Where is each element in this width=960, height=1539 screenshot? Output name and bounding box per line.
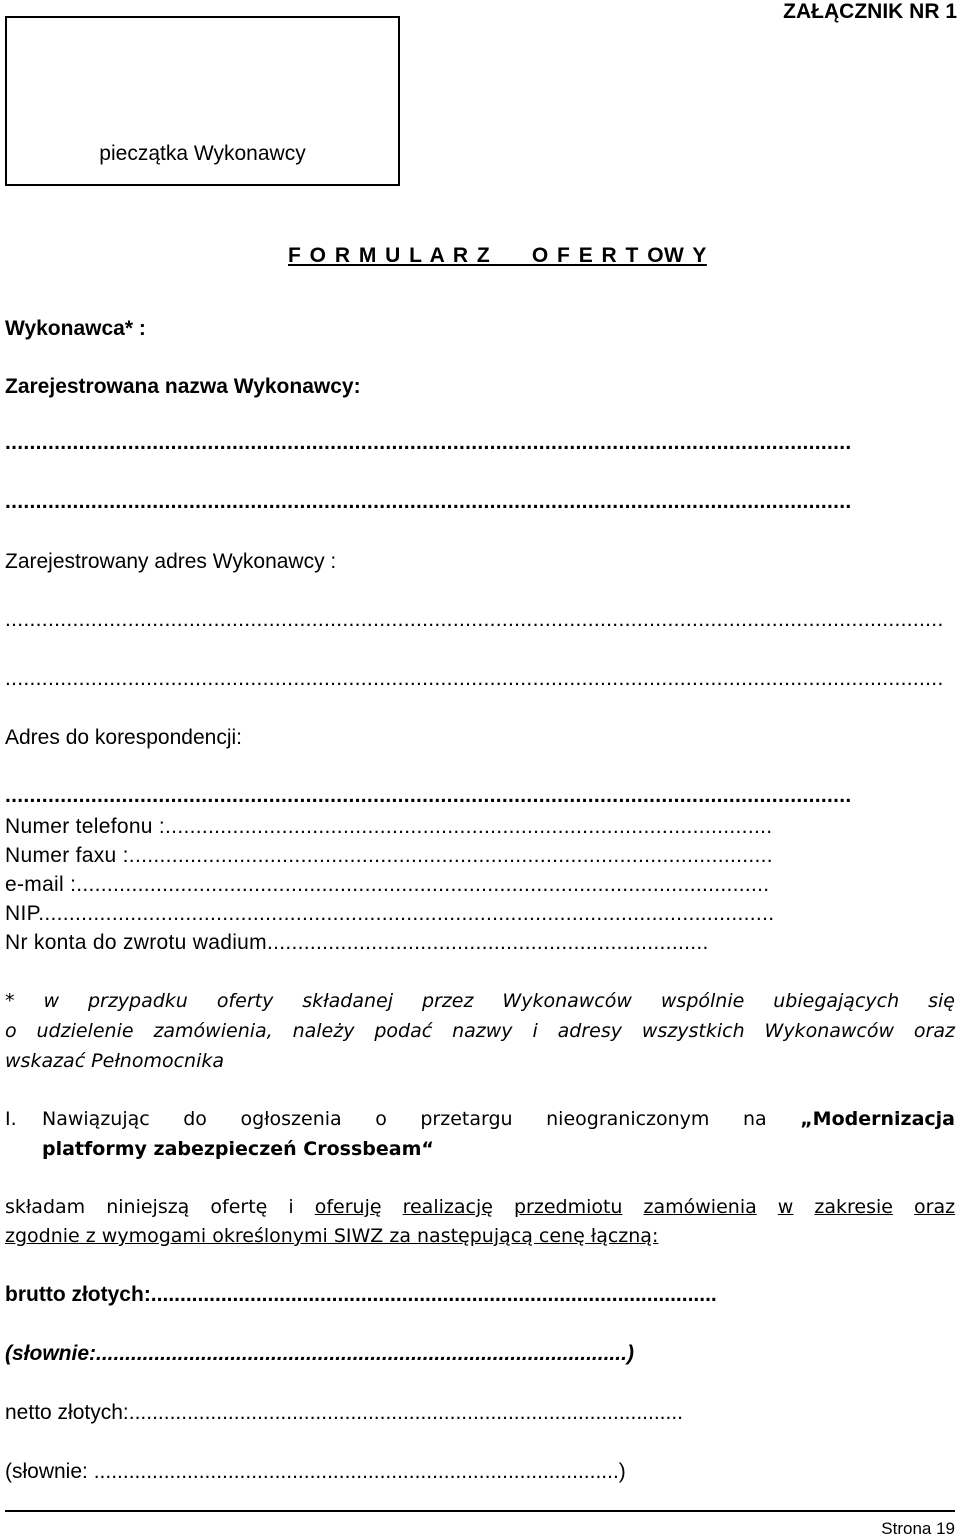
offer-line-2: zgodnie z wymogami określonymi SIWZ za następującą cenę łączną: — [5, 1225, 659, 1247]
section-line-1: Nawiązując do ogłoszenia o przetargu nieograniczonym na „Modernizacja — [42, 1108, 956, 1130]
footnote-line-2: o udzielenie zamówienia, należy podać nazwy i adresy wszystkich Wykonawców oraz — [5, 1020, 955, 1042]
correspondence-label: Adres do korespondencji: — [5, 726, 242, 749]
phone-field[interactable]: Numer telefonu :................................................................................................... — [5, 815, 773, 838]
registered-address-dots-2[interactable]: ......................................................................................................................................................... — [5, 667, 944, 690]
stamp-label: pieczątka Wykonawcy — [99, 142, 306, 165]
registered-name-dots-2[interactable]: .......................................................................................................................................... — [5, 490, 852, 513]
section-number: I. — [5, 1108, 17, 1130]
contractor-heading: Wykonawca* : — [5, 317, 146, 340]
footnote-line-3: wskazać Pełnomocnika — [5, 1050, 225, 1072]
bank-account-field[interactable]: Nr konta do zwrotu wadium........................................................................ — [5, 931, 709, 954]
registered-name-label: Zarejestrowana nazwa Wykonawcy: — [5, 375, 361, 398]
registered-name-dots-1[interactable]: .......................................................................................................................................... — [5, 431, 852, 454]
offer-line-1: składam niniejszą ofertę i oferuję realizację przedmiotu zamówienia w zakresie oraz — [5, 1196, 956, 1218]
nip-field[interactable]: NIP........................................................................................................................ — [5, 902, 775, 925]
net-price-words-field[interactable]: (słownie: ..........................................................................................) — [5, 1460, 626, 1483]
email-field[interactable]: e-mail :................................................................................................................. — [5, 873, 770, 896]
gross-price-words-field[interactable]: (słownie:...........................................................................................) — [5, 1342, 634, 1365]
gross-price-field[interactable]: brutto złotych:................................................................................................. — [5, 1283, 717, 1306]
correspondence-dots[interactable]: .......................................................................................................................................... — [5, 784, 852, 807]
tender-title-end: platformy zabezpieczeń Crossbeam“ — [42, 1138, 434, 1160]
footer-divider — [5, 1510, 955, 1512]
form-title: F O R M U L A R Z O F E R T OW Y — [288, 244, 707, 267]
stamp-box — [5, 16, 400, 186]
net-price-field[interactable]: netto złotych:............................................................................................... — [5, 1401, 684, 1424]
registered-address-label: Zarejestrowany adres Wykonawcy : — [5, 550, 337, 573]
registered-address-dots-1[interactable]: ......................................................................................................................................................... — [5, 608, 944, 631]
annex-title: ZAŁĄCZNIK NR 1 — [783, 0, 957, 23]
page-number: Strona 19 — [881, 1519, 955, 1538]
tender-title-start: „Modernizacja — [800, 1108, 956, 1130]
footnote-line-1: * w przypadku oferty składanej przez Wykonawców wspólnie ubiegających się — [5, 990, 955, 1012]
fax-field[interactable]: Numer faxu :......................................................................................................... — [5, 844, 773, 867]
